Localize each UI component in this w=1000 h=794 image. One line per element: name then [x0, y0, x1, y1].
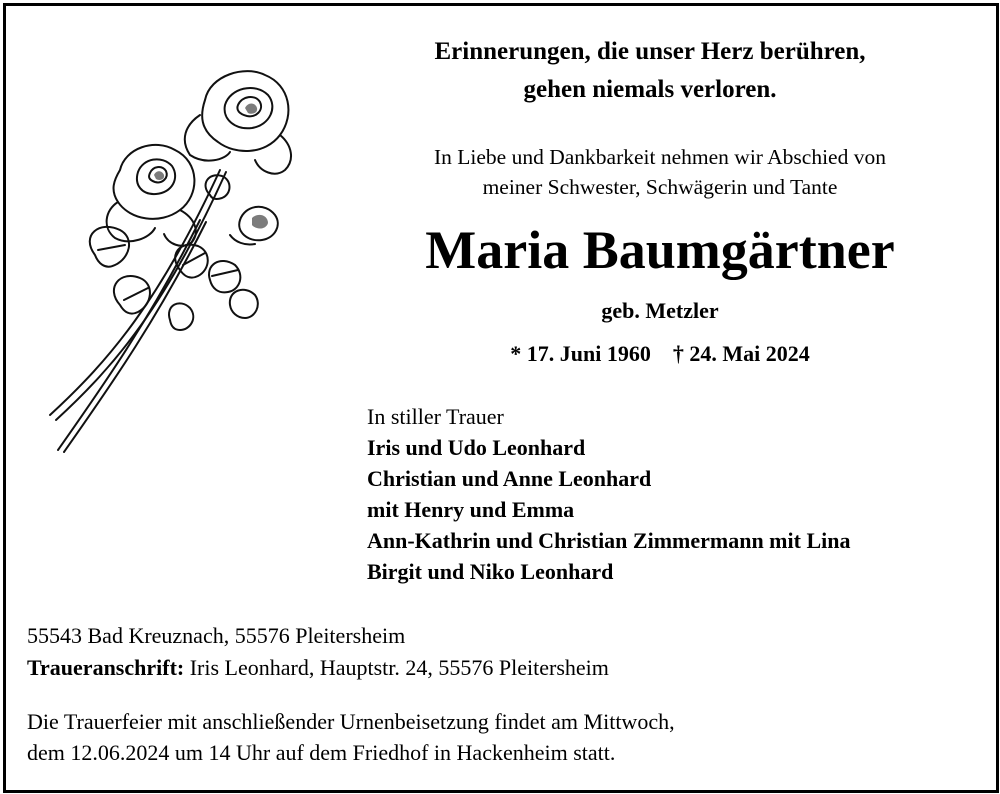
intro-text — [330, 142, 990, 202]
death-date: † 24. Mai 2024 — [672, 341, 810, 366]
deceased-name: Maria Baumgärtner — [425, 220, 895, 280]
places: 55543 Bad Kreuznach, 55576 Pleitersheim — [27, 623, 406, 648]
mourning-address — [27, 652, 609, 684]
address-block — [27, 620, 609, 684]
mourners-heading: In stiller Trauer — [367, 404, 504, 429]
funeral-line-2: dem 12.06.2024 um 14 Uhr auf dem Friedhof in Hackenheim statt. — [27, 740, 616, 765]
intro-line-1: In Liebe und Dankbarkeit nehmen wir Abschied von — [434, 145, 886, 169]
life-dates — [330, 339, 990, 369]
mourner-name: Christian und Anne Leonhard — [367, 466, 652, 491]
motto — [320, 33, 980, 109]
birth-date: * 17. Juni 1960 — [510, 341, 651, 366]
funeral-line-1: Die Trauerfeier mit anschließender Urnenbeisetzung findet am Mittwoch, — [27, 709, 675, 734]
mourners-block — [367, 401, 850, 587]
birth-name: geb. Metzler — [601, 298, 719, 323]
mourner-name: mit Henry und Emma — [367, 497, 575, 522]
motto-line-1: Erinnerungen, die unser Herz berühren, — [434, 38, 866, 65]
intro-line-2: meiner Schwester, Schwägerin und Tante — [482, 175, 838, 199]
funeral-info — [27, 706, 675, 768]
mourner-name: Birgit und Niko Leonhard — [367, 559, 614, 584]
mourner-name: Iris und Udo Leonhard — [367, 435, 586, 460]
rose-icon — [40, 60, 305, 460]
mourning-address-label: Traueranschrift: — [27, 655, 185, 680]
mourning-address-value: Iris Leonhard, Hauptstr. 24, 55576 Pleitersheim — [189, 655, 609, 680]
motto-line-2: gehen niemals verloren. — [523, 76, 777, 103]
mourner-name: Ann-Kathrin und Christian Zimmermann mit Lina — [367, 528, 851, 553]
